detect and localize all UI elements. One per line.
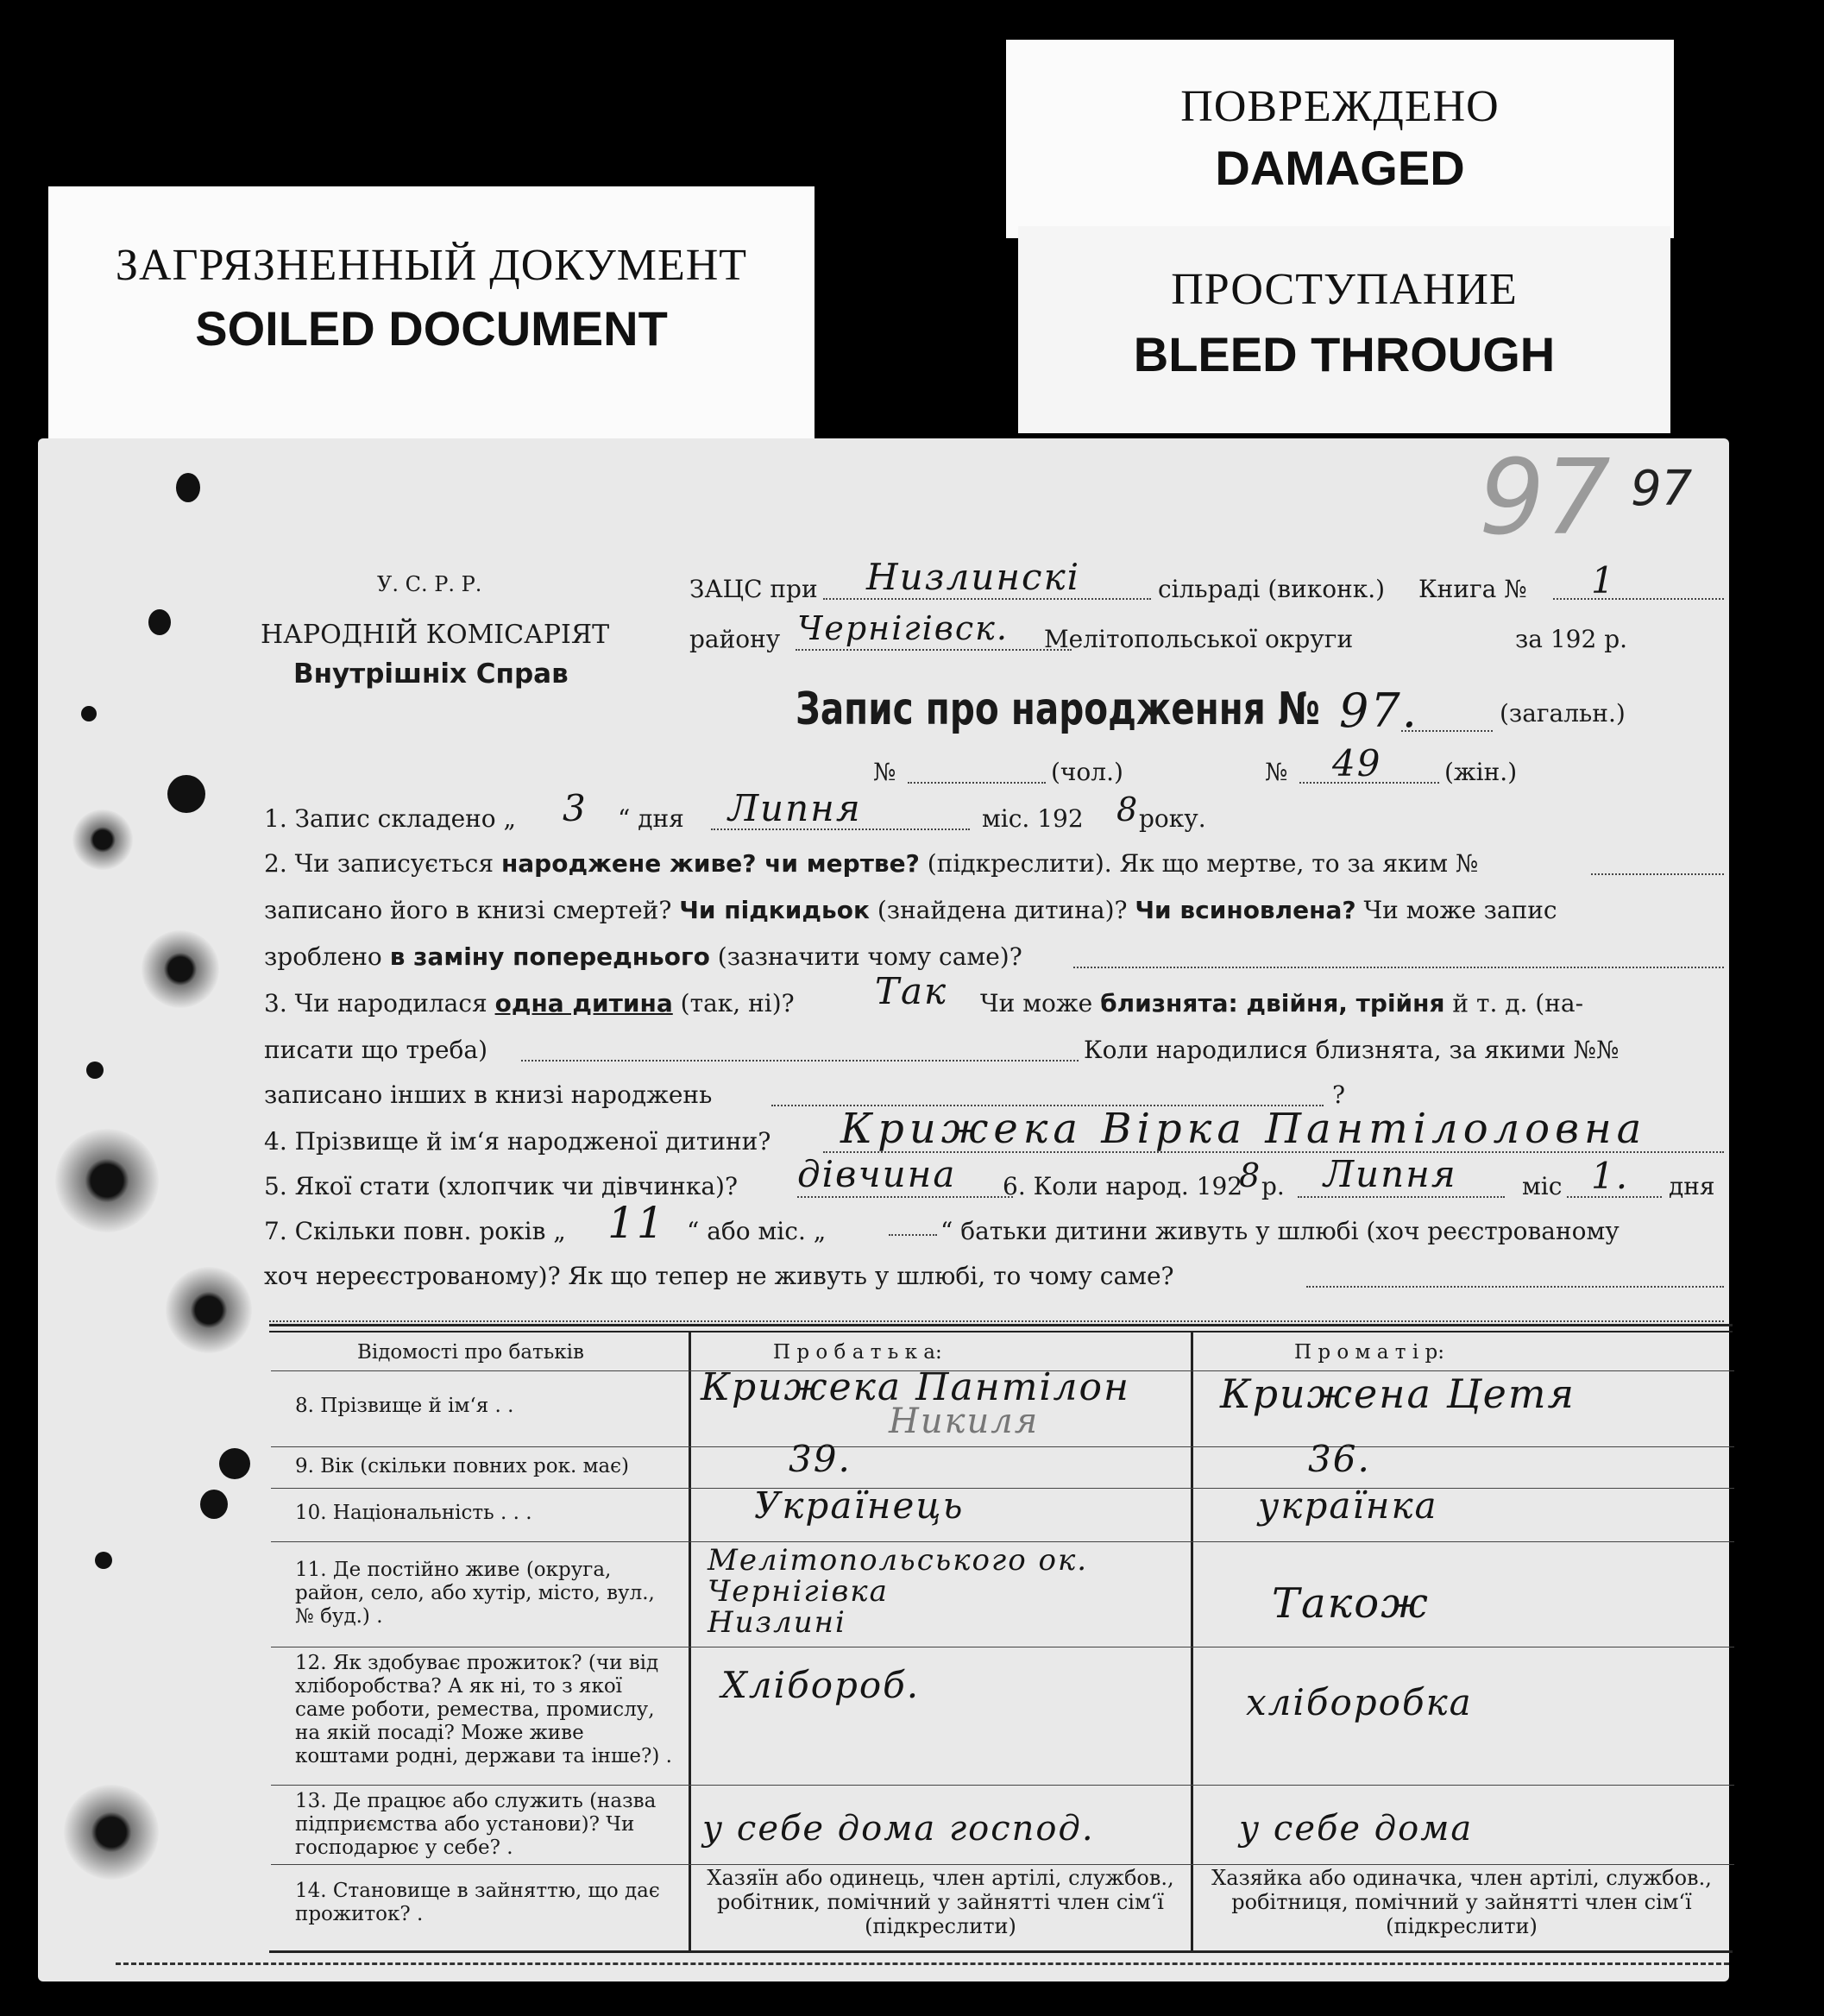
fill-line <box>269 1320 1724 1322</box>
row10-label: 10. Національність . . . <box>295 1502 532 1524</box>
fill-line <box>797 1196 1013 1198</box>
district-suffix: Мелітопольської округи <box>1044 625 1354 653</box>
q7-line1c: “ батьки дитини живуть у шлюбі (хоч реєстрованому <box>940 1217 1620 1245</box>
q1-text-d: року. <box>1139 804 1206 833</box>
stain-ring <box>55 1129 159 1232</box>
fill-line <box>521 1060 1079 1062</box>
bleed-through-label <box>1018 226 1670 433</box>
row11-label: 11. Де постійно живе (округа, район, село, або хутір, місто, вул., № буд.) . <box>295 1559 655 1628</box>
fill-line <box>1591 873 1724 875</box>
q3-line3b: ? <box>1332 1080 1346 1109</box>
q7-line2: хоч нереєстрованому)? Як що тепер не живуть у шлюбі, то чому саме? <box>264 1262 1174 1290</box>
mother-employment-status: Хазяйка або одиначка, член артілі, службов., робітниця, помічний у зайнятті член сім‘ї (підкреслити) <box>1211 1866 1712 1938</box>
birth-year-handwritten: 8 <box>1239 1156 1262 1194</box>
q3-line1a: 3. Чи народилася одна дитина (так, ні)? <box>264 989 795 1017</box>
stain-ring <box>72 810 133 870</box>
table-col-divider <box>1191 1331 1193 1952</box>
fill-line <box>796 649 1072 651</box>
table-header-father: П р о б а т ь к а: <box>773 1341 942 1364</box>
female-number-handwritten: 49 <box>1332 742 1382 784</box>
q4-text: 4. Прізвище й ім‘я народженої дитини? <box>264 1127 771 1156</box>
district-prefix: району <box>689 625 781 653</box>
female-label: (жін.) <box>1444 758 1518 786</box>
q3-line2a: писати що треба) <box>264 1036 487 1064</box>
q7-line1b: “ або міс. „ <box>687 1217 827 1245</box>
q6-mis: міс <box>1522 1172 1563 1200</box>
fill-line <box>1073 967 1724 968</box>
mother-residence-handwritten: Також <box>1272 1579 1430 1628</box>
q1-year-handwritten: 8 <box>1116 791 1140 828</box>
q1-text-a: 1. Запис складено „ <box>264 804 517 833</box>
father-residence-handwritten: Мелітопольського ок. <box>708 1543 1089 1578</box>
q7-line1a: 7. Скільки повн. років „ <box>264 1217 566 1245</box>
department-heading: Внутрішніх Справ <box>293 658 569 690</box>
book-number-handwritten: 1 <box>1591 559 1616 602</box>
mother-name-handwritten: Крижена Цетя <box>1220 1370 1576 1417</box>
row9-label: 9. Вік (скільки повних рок. має) <box>295 1455 630 1477</box>
q3-line3a: записано інших в книзі народжень <box>264 1080 713 1109</box>
q3-line2b: Коли народилися близнята, за якими №№ <box>1084 1036 1620 1064</box>
stain-ring <box>166 1267 252 1353</box>
table-row-divider <box>271 1541 1734 1542</box>
female-number-sign: № <box>1265 758 1288 786</box>
table-header-mother: П р о м а т і р: <box>1294 1341 1444 1364</box>
commissariat-heading: НАРОДНІЙ КОМІСАРІЯТ <box>261 620 610 650</box>
sex-handwritten: дівчина <box>797 1153 957 1195</box>
father-workplace-handwritten: у себе дома господ. <box>702 1809 1095 1849</box>
damaged-label-ru: ПОВРЕЖДЕНО <box>1180 82 1500 131</box>
zags-prefix: ЗАЦС при <box>689 575 818 603</box>
q2-line2: записано його в книзі смертей? Чи підкидьок (знайдена дитина)? Чи всиновлена? Чи може запис <box>264 896 1557 924</box>
table-row-divider <box>271 1785 1734 1786</box>
bleed-label-ru: ПРОСТУПАНИЕ <box>1171 265 1518 314</box>
punch-hole <box>200 1490 228 1519</box>
q1-month-handwritten: Липня <box>728 787 862 829</box>
q6-dnya: дня <box>1669 1172 1715 1200</box>
bleed-label-en: BLEED THROUGH <box>1133 327 1556 381</box>
q5-text: 5. Якої стати (хлопчик чи дівчинка)? <box>264 1172 738 1200</box>
fill-line <box>1306 1286 1724 1288</box>
q6-r: р. <box>1261 1172 1285 1200</box>
damaged-label <box>1006 40 1674 238</box>
fill-line <box>889 1234 937 1236</box>
mother-occupation-handwritten: хліборобка <box>1246 1681 1473 1723</box>
soiled-label-en: SOILED DOCUMENT <box>195 301 668 356</box>
row14-label: 14. Становище в зайняттю, що дає прожиток? . <box>295 1880 660 1925</box>
birth-record-sheet <box>38 438 1729 1981</box>
table-header-parents: Відомості про батьків <box>357 1341 584 1364</box>
year-label: за 192 р. <box>1515 625 1628 653</box>
fill-line <box>1553 598 1724 600</box>
q3-handwritten: Так <box>875 970 948 1012</box>
district-handwritten: Чернігівск. <box>797 609 1009 647</box>
birth-day-handwritten: 1. <box>1591 1155 1630 1197</box>
father-age-handwritten: 39. <box>789 1438 852 1480</box>
q2-line3: зроблено в заміну попереднього (зазначити чому саме)? <box>264 942 1022 971</box>
table-bottom-rule <box>269 1950 1733 1953</box>
birth-month-handwritten: Липня <box>1324 1153 1457 1195</box>
punch-hole <box>81 706 97 721</box>
child-name-handwritten: Крижека Вірка Пантілоловна <box>840 1105 1647 1153</box>
father-occupation-handwritten: Хлібороб. <box>721 1664 921 1706</box>
father-employment-status: Хазяїн або одинець, член артілі, службов., робітник, помічний у зайнятті член сім‘ї (підкреслити) <box>707 1866 1174 1938</box>
record-number-handwritten: 97. <box>1339 684 1418 738</box>
father-residence-place-handwritten: Низлині <box>708 1605 846 1640</box>
mother-nationality-handwritten: українка <box>1258 1484 1438 1527</box>
q2-line1: 2. Чи записується народжене живе? чи мертве? (підкреслити). Як що мертве, то за яким № <box>264 849 1479 878</box>
fill-line <box>1298 1196 1505 1198</box>
soiled-document-label <box>48 186 815 445</box>
fill-line <box>823 598 1151 600</box>
punch-hole <box>95 1552 112 1569</box>
book-label: Книга № <box>1418 575 1527 603</box>
q1-text-c: міс. 192 <box>982 804 1084 833</box>
row8-label: 8. Прізвище й ім‘я . . <box>295 1395 514 1417</box>
male-label: (чол.) <box>1051 758 1123 786</box>
general-label: (загальн.) <box>1500 699 1626 728</box>
punch-hole <box>86 1062 104 1079</box>
years-married-handwritten: 11 <box>607 1198 666 1248</box>
ussr-heading: У. С. Р. Р. <box>377 572 482 596</box>
stain-ring <box>142 930 219 1008</box>
stain-ring <box>64 1785 159 1880</box>
pencil-number: 97 <box>1479 438 1611 558</box>
punch-hole <box>176 473 200 502</box>
ink-number: 97 <box>1631 461 1693 517</box>
table-row-divider <box>271 1488 1734 1489</box>
mother-workplace-handwritten: у себе дома <box>1239 1809 1474 1849</box>
record-title: Запис про народження № <box>796 684 1320 735</box>
q1-text-b: “ дня <box>618 804 684 833</box>
punch-hole <box>219 1448 250 1479</box>
soiled-label-ru: ЗАГРЯЗНЕННЫЙ ДОКУМЕНТ <box>115 241 748 290</box>
table-row-divider <box>271 1864 1734 1865</box>
q1-day-handwritten: 3 <box>563 787 588 829</box>
zags-suffix: сільраді (виконк.) <box>1158 575 1386 603</box>
row12-label: 12. Як здобуває прожиток? (чи від хліборобства? А як ні, то з якої саме роботи, ремества, промислу, на якій посаді? Може живе коштами родні, держави та інше?) . <box>295 1652 672 1767</box>
male-number-sign: № <box>873 758 896 786</box>
table-row-divider <box>271 1446 1734 1447</box>
father-residence-village-handwritten: Чернігівка <box>708 1574 889 1609</box>
mother-age-handwritten: 36. <box>1308 1438 1371 1480</box>
table-col-divider <box>689 1331 691 1952</box>
damaged-label-en: DAMAGED <box>1215 141 1465 195</box>
village-handwritten: Низлинскi <box>866 556 1081 598</box>
bottom-edge-line <box>116 1962 1729 1965</box>
father-nationality-handwritten: Українець <box>754 1484 965 1527</box>
q6-text: 6. Коли народ. 192 <box>1003 1172 1243 1200</box>
father-name-handwritten: Крижека Пантілон <box>701 1365 1130 1409</box>
father-given-name-handwritten: Никиля <box>889 1402 1040 1441</box>
row13-label: 13. Де працює або служить (назва підприємства або установи)? Чи господарює у себе? . <box>295 1790 657 1859</box>
punch-hole <box>167 775 205 813</box>
fill-line <box>1401 730 1493 732</box>
table-top-rule <box>269 1324 1733 1326</box>
q3-line1b: Чи може близнята: двійня, трійня й т. д. (на- <box>980 989 1584 1017</box>
fill-line <box>908 782 1046 784</box>
punch-hole <box>148 609 171 635</box>
table-top-rule <box>269 1331 1733 1332</box>
